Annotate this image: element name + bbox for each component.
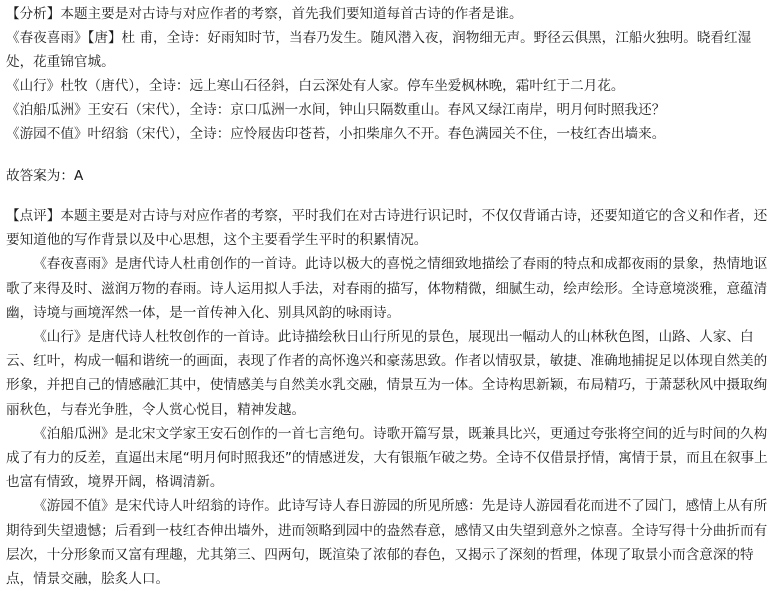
comment-youyuan-buzhi: 《游园不值》是宋代诗人叶绍翁的诗作。此诗写诗人春日游园的所见所感：先是诗人游园看花而进不了园门，感情上从有所期待到失望遗憾；后看到一枝红杏伸出墙外，进而领略到园中的盎然春意，感情又由失望到意外之惊喜。全诗写得十分曲折而有层次，十分形象而又富有理趣，尤其第三、四两句，既渲染了浓郁的春色，又揭示了深刻的哲理，体现了取景小而含意深的特点，情景交融，脍炙人口。 [6, 498, 768, 588]
poem-youyuan-buzhi: 《游园不值》叶绍翁（宋代），全诗：应怜屐齿印苍苔，小扣柴扉久不开。春色满园关不住，一枝红杏出墙来。 [6, 126, 666, 142]
comment-chunye-xiyu: 《春夜喜雨》是唐代诗人杜甫创作的一首诗。此诗以极大的喜悦之情细致地描绘了春雨的特点和成都夜雨的景象，热情地讴歌了来得及时、滋润万物的春雨。诗人运用拟人手法，对春雨的描写，体物精微，细腻生动，绘声绘形。全诗意境淡雅，意蕴清幽，诗境与画境浑然一体，是一首传神入化、别具风韵的咏雨诗。 [6, 256, 768, 321]
analysis-intro: 【分析】本题主要是对古诗与对应作者的考察，首先我们要知道每首古诗的作者是谁。 [6, 6, 523, 22]
poem-chunye-xiyu-line1: 《春夜喜雨》【唐】杜 甫，全诗：好雨知时节，当春乃发生。随风潜入夜，润物细无声。野径云俱黑，江船火独明。晓看红湿 [6, 30, 752, 46]
spacer [6, 188, 774, 204]
comment-intro: 【点评】本题主要是对古诗与对应作者的考察，平时我们在对古诗进行识记时，不仅仅背诵古诗，还要知道它的含义和作者，还要知道他的写作背景以及中心思想，这个主要看学生平时的积累情况。 [6, 208, 768, 249]
answer-text: 故答案为：A [6, 168, 84, 184]
comment-bochuan-guazhou: 《泊船瓜洲》是北宋文学家王安石创作的一首七言绝句。诗歌开篇写景，既兼具比兴，更通过夸张将空间的近与时间的久构成了有力的反差，直逼出末尾“明月何时照我还”的情感迸发，大有银瓶乍破之势。全诗不仅借景抒情，寓情于景，而且在叙事上也富有情致，境界开阔，格调清新。 [6, 425, 768, 491]
poem-shanxing: 《山行》杜牧（唐代），全诗：远上寒山石径斜，白云深处有人家。停车坐爱枫林晚，霜叶红于二月花。 [6, 78, 625, 94]
poem-bochuan-guazhou: 《泊船瓜洲》王安石（宋代），全诗：京口瓜洲一水间，钟山只隔数重山。春风又绿江南岸，明月何时照我还？ [6, 102, 666, 118]
comment-shanxing: 《山行》是唐代诗人杜牧创作的一首诗。此诗描绘秋日山行所见的景色，展现出一幅动人的山林秋色图，山路、人家、白云、红叶，构成一幅和谐统一的画面，表现了作者的高怀逸兴和豪荡思致。作者以情驭景，敏捷、准确地捕捉足以体现自然美的形象，并把自己的情感融汇其中，使情感美与自然美水乳交融，情景互为一体。全诗构思新颖，布局精巧，于萧瑟秋风中摄取绚丽秋色，与春光争胜，令人赏心悦目，精神发越。 [6, 329, 768, 418]
poem-chunye-xiyu-line2: 处，花重锦官城。 [6, 54, 115, 70]
spacer [6, 146, 774, 164]
